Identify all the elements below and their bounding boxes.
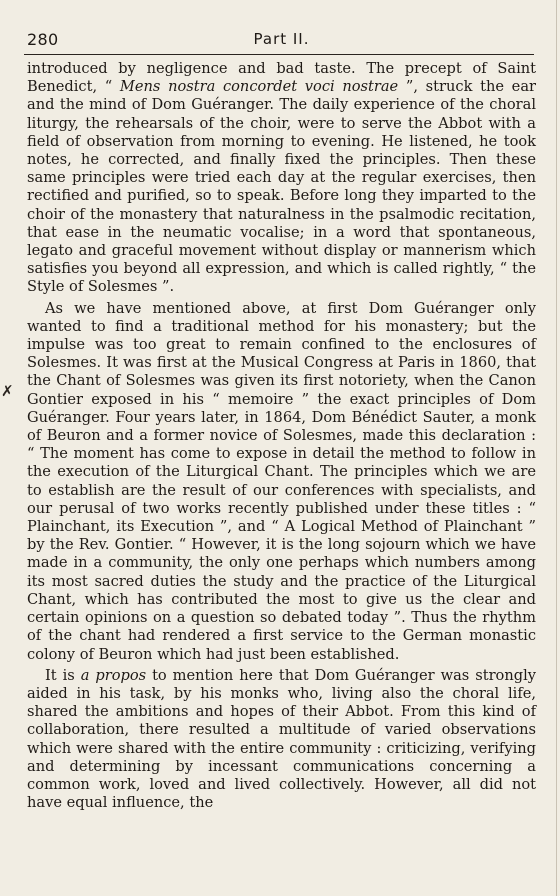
latin-quote: Mens nostra concordet voci nostrae — [119, 78, 399, 96]
paragraph-text: to mention here that Dom Guéranger was strongly aided in his task, by his monks who, living also the choral life, shared the ambitions and hopes of their Abbot. From this kind of collaboration, there resulted a multitude of varied observations which were shared with the entire community : criticizing, verifying and determining by incessant communications concerning a common work, loved and lived collectively. However, all did not have equal influence, the — [27, 666, 536, 812]
paragraph-text: It is — [45, 666, 81, 684]
italic-phrase: a propos — [80, 666, 147, 684]
paragraph-text: ”, struck the ear and the mind of Dom Guéranger. The daily experience of the choral liturgy, the rehearsals of the choir, were to serve the Abbot with a field of observation from morning to evening. He listened, he took notes, he corrected, and finally fixed the principles. Then these same principles were tried each day at the regular exercises, then rectified and purified, so to speak. Before long they imparted to the choir of the monastery that naturalness in the psalmodic recitation, that ease in the neumatic vocalise; in a word that spontaneous, legato and graceful movement without display or mannerism which satisfies you beyond all expression, and which is called rightly, “ the Style of Solesmes ”. — [27, 78, 536, 296]
paragraph — [27, 667, 536, 813]
page-edge — [556, 0, 557, 896]
page-header — [27, 30, 536, 52]
paragraph-text: introduced by negligence and bad taste. The precept of Saint Benedict, “ — [27, 60, 536, 96]
page-number: 280 — [27, 30, 59, 49]
paragraph-text: As we have mentioned above, at first Dom Guéranger only wanted to find a traditional method for his monastery; but the impulse was too great to remain confined to the enclosures of Solesmes. It was first at the Musical Congress at Paris in 1860, that the Chant of Solesmes was given its first notoriety, when the Canon Gontier exposed in his “ memoire ” the exact principles of Dom Guéranger. Four years later, in 1864, Dom Bénédict Sauter, a monk of Beuron and a former novice of Solesmes, made this declaration : “ The moment has come to expose in detail the method to follow in the execution of the Liturgical Chant. The principles which we are to establish are the result of our conferences with specialists, and our perusal of two works recently published under these titles : “ Plainchant, its Execution ”, and “ A Logical Method of Plainchant ” by the Rev. Gontier. “ However, it is the long sojourn which we have made in a community, the only one perhaps which numbers among its most sacred duties the study and the practice of the Liturgical Chant, which has contributed the most to give us the clear and certain opinions on a question so debated today ”. Thus the rhythm of the chant had rendered a first service to the German monastic colony of Beuron which had just been established. — [27, 299, 536, 663]
paragraph — [27, 60, 536, 297]
header-rule — [24, 54, 534, 55]
running-head: Part II. — [253, 30, 310, 48]
margin-mark: ✗ — [1, 382, 14, 400]
body-text — [27, 60, 536, 815]
paragraph — [27, 300, 536, 664]
